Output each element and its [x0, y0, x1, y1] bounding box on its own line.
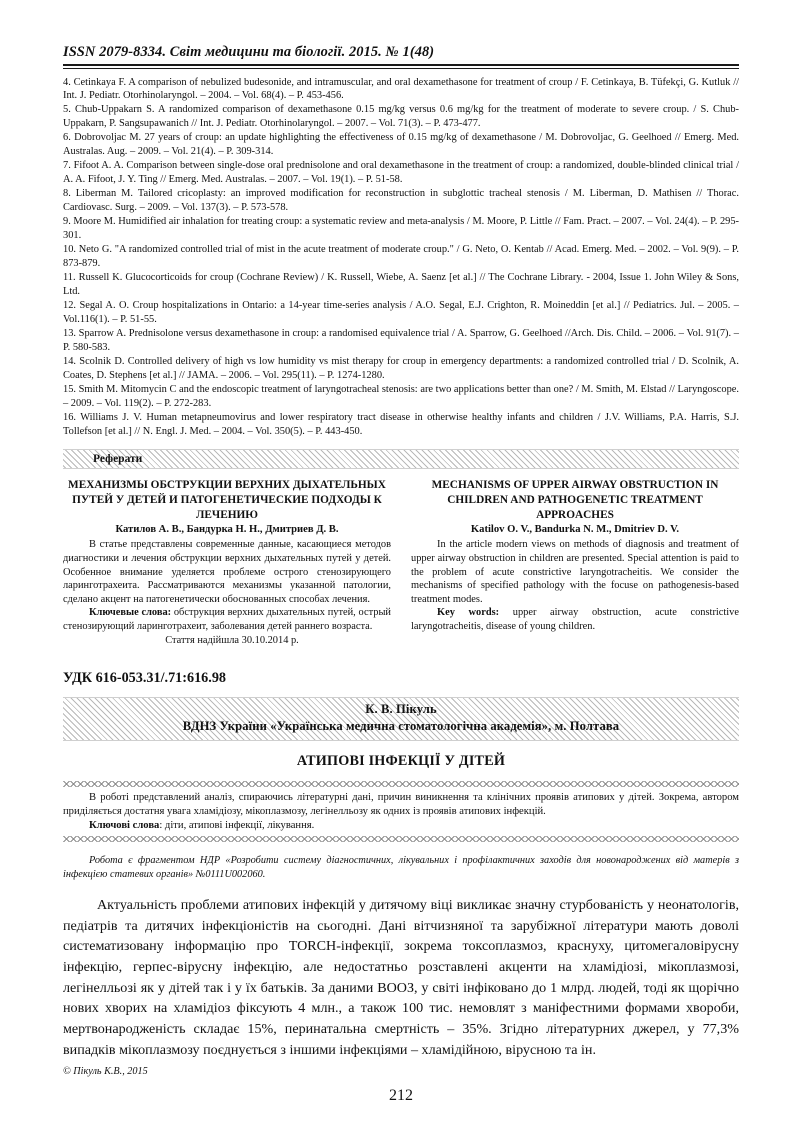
- abstracts-section-band: Реферати: [63, 449, 739, 469]
- header-rule-thin: [63, 68, 739, 69]
- keywords-label-en: Key words:: [437, 607, 500, 619]
- article-affiliation: ВДНЗ України «Українська медична стоматологічна академія», м. Полтава: [182, 719, 620, 734]
- abstract-body-ru: [63, 538, 391, 633]
- page-content-area: [63, 0, 739, 1132]
- reference-item: 16. Williams J. V. Human metapneumovirus and lower respiratory tract disease in otherwise healthy infants and children / J.V. Williams, P.A. Harris, S.J. Tollefson [et al.] // N. Engl. J. Med. – 2004. – Vol. 350(5). – P. 443-450.: [63, 412, 739, 437]
- article-author: К. В. Пікуль: [365, 702, 437, 717]
- abstract-authors-en: Katilov O. V., Bandurka N. M., Dmitriev D. V.: [470, 523, 680, 535]
- page-footer: [63, 1066, 739, 1105]
- reference-item: 7. Fifoot A. A. Comparison between single-dose oral prednisolone and oral dexamethasone in the treatment of croup: a randomized, double-blinded clinical trial / A. A. Fifoot, J. Y. Ting // Emerg. Med. Australas. – 2007. – Vol. 19(1). – P. 51-58.: [63, 160, 739, 186]
- reference-item: 14. Scolnik D. Controlled delivery of high vs low humidity vs mist therapy for croup in emergency departments: a randomized controlled trial / D. Scolnik, A. Coates, D. Stephens [et al.] // JAMA. – 2006. – Vol. 295(11). – P. 1274-1280.: [63, 356, 739, 381]
- received-row: [63, 633, 739, 646]
- abstract-paragraph-ru: В статье представлены современные данные, касающиеся методов диагностики и лечения обструкции верхних дыхательных путей у детей. Особенное внимание уделяется проблеме острого стенозирующего ларинготрахеита. Рассматриваются механизмы указанной патологии, сделано акцент на патогенетически обоснованных способах лечения.: [63, 539, 391, 605]
- abstract-authors-ru: Катилов А. В., Бандурка Н. Н., Дмитриев Д. В.: [115, 523, 339, 535]
- reference-item: 5. Chub-Uppakarn S. A randomized comparison of dexamethasone 0.15 mg/kg versus 0.6 mg/kg for the treatment of moderate to severe croup. / S. Chub-Uppakarn, P. Sangsupawanich // Int. J. Pediatr. Otorhinolaryngol. – 2007. – Vol. 71(3). – P. 473-477.: [63, 104, 739, 130]
- reference-item: 8. Liberman M. Tailored cricoplasty: an improved modification for reconstruction in subglottic tracheal stenosis / M. Liberman, D. Mathisen // Thorac. Cardiovasc. Surg. – 2009. – Vol. 137(3). – P. 573-578.: [63, 188, 739, 214]
- article-abstract-paragraph: В роботі представлений аналіз, спираючись літературні дані, причин виникнення та клінічних проявів атипових у дітей. Зокрема, автором приділяється достатня увага хламідіозу, мікоплазмозу, легінелльозу як одних із проявів атипових інфекцій.: [63, 791, 739, 817]
- keywords-label-ru: Ключевые слова:: [89, 607, 172, 619]
- reference-item: 9. Moore M. Humidified air inhalation for treating croup: a systematic review and meta-analysis / M. Moore, P. Little // Fam. Pract. – 2007. – Vol. 24(4). – P. 295-301.: [63, 216, 739, 242]
- article-keywords-label: Ключові слова: [89, 819, 160, 831]
- bilingual-abstracts: [63, 478, 739, 633]
- abstract-title-en: MECHANISMS OF UPPER AIRWAY OBSTRUCTION IN CHILDREN AND PATHOGENETIC TREATMENT APPROACHES: [431, 478, 719, 521]
- header-rules: [63, 64, 739, 69]
- running-head: ISSN 2079-8334. Світ медицини та біології. 2015. № 1(48): [63, 44, 435, 60]
- article-title: АТИПОВІ ІНФЕКЦІЇ У ДІТЕЙ: [296, 752, 506, 769]
- abstract-title-ru: МЕХАНИЗМЫ ОБСТРУКЦИИ ВЕРХНИХ ДЫХАТЕЛЬНЫХ ПУТЕЙ У ДЕТЕЙ И ПАТОГЕНЕТИЧЕСКИЕ ПОДХОДЫ К ЛЕЧЕНИЮ: [68, 478, 386, 521]
- article-keywords-value: : діти, атипові інфекції, лікування.: [159, 819, 315, 831]
- abstract-body-en: [411, 538, 739, 633]
- article-keywords: [63, 819, 739, 833]
- reference-list: [63, 76, 739, 439]
- reference-item: 15. Smith M. Mitomycin C and the endoscopic treatment of laryngotracheal stenosis: are two applications better than one? / M. Smith, M. Elstad // Laryngoscope. – 2009. – Vol. 119(2). – P. 272-283.: [63, 384, 739, 409]
- udc-code: УДК 616-053.31/.71:616.98: [63, 670, 227, 687]
- abstract-keywords-en: [411, 606, 739, 633]
- funding-text: Робота є фрагментом НДР «Розробити систему діагностичних, лікувальних і профілактичних заходів для новонароджених від матерів з інфекцією статевих органів» №0111U002060.: [63, 855, 739, 880]
- article-abstract-ua: [63, 787, 739, 836]
- copyright-line: © Пікуль К.В., 2015: [63, 1066, 148, 1077]
- reference-item: 13. Sparrow A. Prednisolone versus dexamethasone in croup: a randomised equivalence trial / A. Sparrow, G. Geelhoed //Arch. Dis. Child. – 2006. – Vol. 91(7). – P. 580-583.: [63, 328, 739, 353]
- article-author-band: [63, 697, 739, 741]
- abstract-keywords-ru: [63, 606, 391, 633]
- abstract-column-en: [411, 478, 739, 633]
- abstract-paragraph-en: In the article modern views on methods of diagnosis and treatment of upper airway obstruction in children are presented. Special attention is paid to the problem of acute constrictive laryngotracheitis. We consider the mechanisms of specified pathology with the focuse on pathogenesis-based treatment modes.: [411, 539, 739, 605]
- page-number: 212: [389, 1087, 413, 1104]
- reference-item: 12. Segal A. O. Croup hospitalizations in Ontario: a 14-year time-series analysis / A.O. Segal, E.J. Crighton, R. Moineddin [et al.] // Pediatrics. Jul. – 2005. – Vol.116(1). – P. 51-55.: [63, 300, 739, 325]
- abstract-column-ru: [63, 478, 391, 633]
- keywords-value-ru: обструкция верхних дыхательных путей, острый стенозирующий ларинготрахеит, заболевания детей раннего возраста.: [63, 607, 391, 632]
- zigzag-divider-bottom: [63, 836, 739, 842]
- header-rule-thick: [63, 64, 739, 66]
- reference-item: 4. Cetinkaya F. A comparison of nebulized budesonide, and intramuscular, and oral dexamethasone for treatment of croup / F. Cetinkaya, B. Tüfekçi, G. Kutluk // Int. J. Pediatr. Otorhinolaryngol. – 2004. – Vol. 68(4). – P. 453-456.: [63, 76, 739, 102]
- article-body-paragraph: Актуальність проблеми атипових інфекцій у дитячому віці викликає значну стурбованість у неонатологів, педіатрів та дитячих інфекціоністів на сьогодні. Дані вітчизняної та зарубіжної літератури мають доволі систематизовану інформацію про TORCH-інфекції, зокрема токсоплазмоз, краснуху, цитомегаловірусну інфекцію, герпес-вірусну інфекцію, але недостатньо розставлені акценти на хламідіозі, мікоплазмозі, легінелльозі як у дітей так і у їх батьків. За даними ВООЗ, у світі інфіковано до 1 млрд. людей, тоді як щорічно нових хворих на хламідіоз фіксують 4 млн., а також 100 тис. немовлят з маніфестними формами хвороби, мертвонародженість складає 15%, перинатальна смертність – 35%. Згідно літературних джерел, у 77,3% випадків мікоплазмозу поєднується з іншими інфекціями – хламідійною, вірусною та ін.: [63, 896, 739, 1058]
- received-date: Стаття надійшла 30.10.2014 р.: [165, 635, 299, 647]
- keywords-value-en: upper airway obstruction, acute constrictive laryngotracheitis, disease of young children.: [411, 607, 739, 632]
- funding-note: [63, 854, 739, 882]
- reference-item: 11. Russell K. Glucocorticoids for croup (Cochrane Review) / K. Russell, Wiebe, A. Saenz [et al.] // The Cochrane Library. - 2004, Issue 1. John Wiley & Sons, Ltd.: [63, 272, 739, 298]
- reference-item: 6. Dobrovoljac M. 27 years of croup: an update highlighting the effectiveness of 0.15 mg/kg of dexamethasone / M. Dobrovoljac, G. Geelhoed // Emerg. Med. Australas. Aug. – 2009. – Vol. 21(4). – P. 309-314.: [63, 132, 739, 158]
- reference-item: 10. Neto G. "A randomized controlled trial of mist in the acute treatment of moderate croup." / G. Neto, O. Kentab // Acad. Emerg. Med. – 2002. – Vol. 9(9). – P. 873-879.: [63, 244, 739, 270]
- article-body: [63, 895, 739, 1061]
